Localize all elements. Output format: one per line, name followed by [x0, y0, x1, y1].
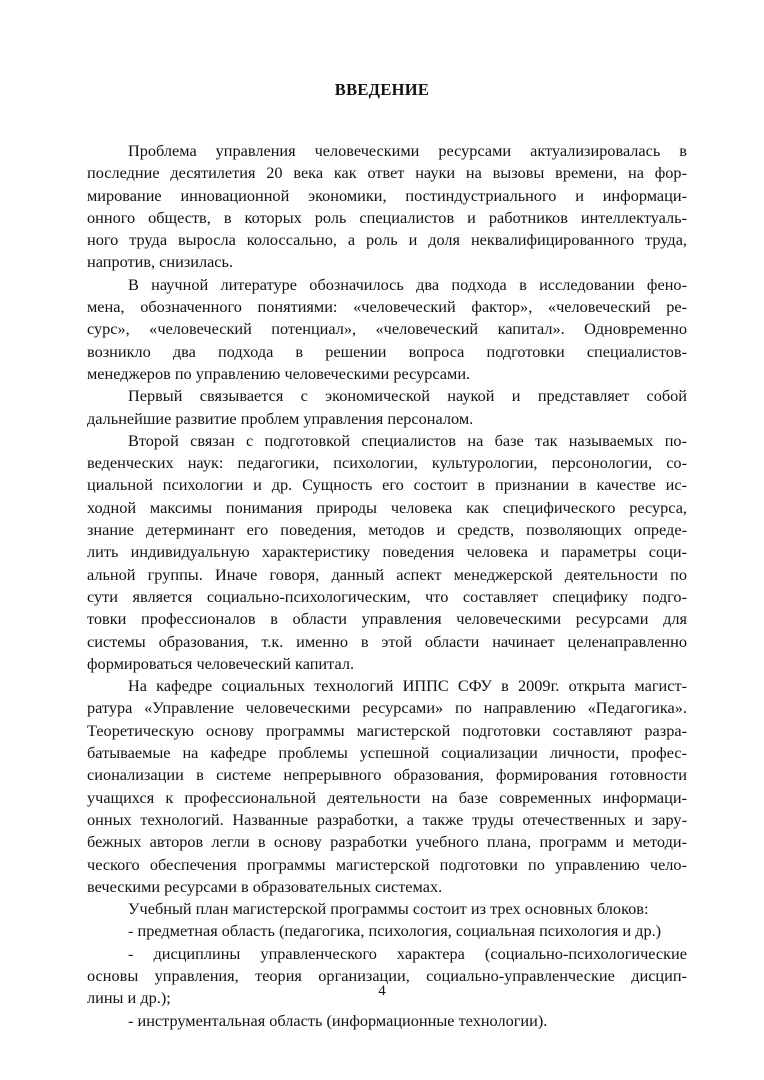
text-line: Теоретическую основу программы магистерской подготовки составляют разра- [87, 720, 687, 740]
text-line: веческими ресурсами в образовательных системах. [87, 876, 443, 896]
text-line: лить индивидуальную характеристику поведения человека и параметры соци- [87, 542, 687, 562]
text-line: основы управления, теория организации, социально-управленческие дисцип- [87, 965, 687, 985]
text-line: ческого обеспечения программы магистерской подготовки по управлению чело- [87, 854, 687, 874]
text-line: альной группы. Иначе говоря, данный аспект менеджерской деятельности по [87, 564, 687, 584]
body-text [87, 140, 687, 1032]
text-line: В научной литературе обозначилось два подхода в исследовании фено- [128, 274, 687, 294]
text-line: учащихся к профессиональной деятельности на базе современных информаци- [87, 787, 687, 807]
text-line: ратура «Управление человеческими ресурсами» по направлению «Педагогика». [87, 698, 687, 718]
text-line: товки профессионалов в области управления человеческими ресурсами для [87, 609, 687, 629]
text-line: ходной максимы понимания природы человека как специфического ресурса, [87, 497, 687, 517]
text-line: - инструментальная область (информационные технологии). [128, 1010, 548, 1030]
text-line: мирование инновационной экономики, постиндустриального и информаци- [87, 185, 687, 205]
text-line: Первый связывается с экономической наукой и представляет собой [128, 386, 687, 406]
text-line: сути является социально-психологическим, что составляет специфику подго- [87, 586, 687, 606]
text-line: возникло два подхода в решении вопроса подготовки специалистов- [87, 341, 687, 361]
text-line: циальной психологии и др. Сущность его состоит в признании в качестве ис- [87, 475, 687, 495]
text-line: Учебный план магистерской программы состоит из трех основных блоков: [128, 899, 649, 919]
text-line: лины и др.); [87, 988, 171, 1008]
text-line: сурс», «человеческий потенциал», «человеческий капитал». Одновременно [87, 319, 687, 339]
text-line: мена, обозначенного понятиями: «человеческий фактор», «человеческий ре- [87, 297, 687, 317]
page-number: 4 [378, 983, 386, 999]
text-line: ного труда выросла колоссально, а роль и доля неквалифицированного труда, [87, 230, 687, 250]
text-line: батываемые на кафедре проблемы успешной социализации личности, профес- [87, 743, 687, 763]
text-line: системы образования, т.к. именно в этой области начинает целенаправленно [87, 631, 687, 651]
text-line: На кафедре социальных технологий ИППС СФУ в 2009г. открыта магист- [128, 676, 687, 696]
text-line: формироваться человеческий капитал. [87, 653, 355, 673]
text-line: менеджеров по управлению человеческими ресурсами. [87, 363, 471, 383]
text-line: онных технологий. Названные разработки, а также труды отечественных и зару- [87, 809, 687, 829]
text-line: сионализации в системе непрерывного образования, формирования готовности [87, 765, 687, 785]
text-line: - предметная область (педагогика, психология, социальная психология и др.) [128, 921, 662, 941]
text-line: веденческих наук: педагогики, психологии, культурологии, персонологии, со- [87, 453, 687, 473]
text-line: Второй связан с подготовкой специалистов на базе так называемых по- [128, 430, 687, 450]
text-line: бежных авторов легли в основу разработки учебного плана, программ и методи- [87, 832, 687, 852]
text-line: последние десятилетия 20 века как ответ науки на вызовы времени, на фор- [87, 163, 687, 183]
text-line: дальнейшие развитие проблем управления персоналом. [87, 408, 474, 428]
text-line: онного обществ, в которых роль специалистов и работников интеллектуаль- [87, 207, 687, 227]
text-line: Проблема управления человеческими ресурсами актуализировалась в [128, 141, 687, 160]
text-line: знание детерминант его поведения, методов и средств, позволяющих опреде- [87, 520, 687, 540]
text-line: напротив, снизилась. [87, 252, 234, 272]
text-line: - дисциплины управленческого характера (социально-психологические [128, 943, 687, 963]
page-title: ВВЕДЕНИЕ [334, 80, 430, 99]
